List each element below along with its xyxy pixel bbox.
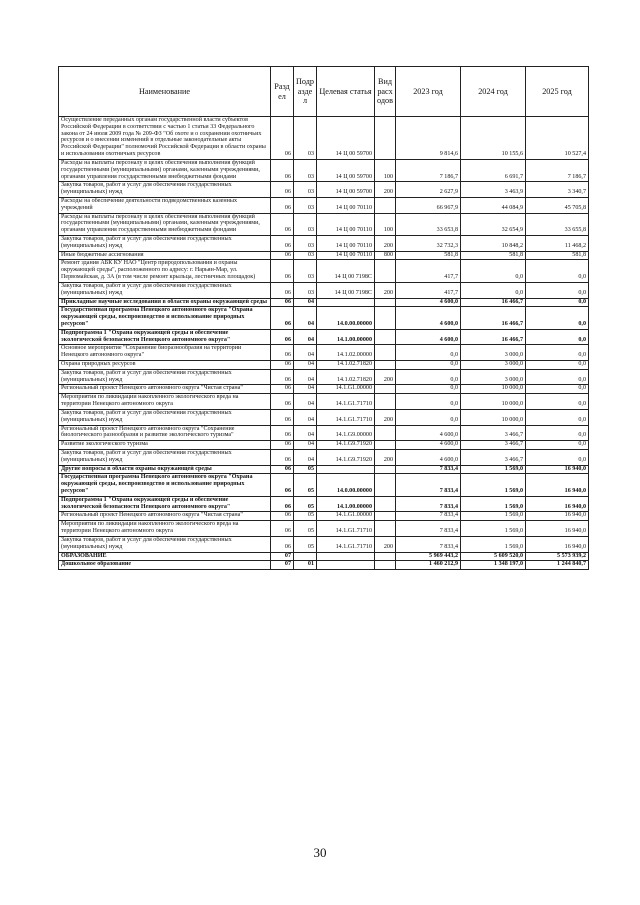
table-row [59, 449, 589, 465]
row-amount-2025: 10 527,4 [526, 117, 589, 160]
row-amount-2024: 3 463,9 [461, 182, 526, 198]
row-amount-2023: 33 653,8 [396, 213, 461, 235]
row-podrazdel: 04 [294, 441, 317, 450]
table-row [59, 213, 589, 235]
row-razdel: 06 [271, 369, 294, 385]
table-row [59, 298, 589, 307]
row-target-article: 14 Ц 00 59700 [317, 182, 375, 198]
table-row [59, 260, 589, 282]
row-amount-2025: 0,0 [526, 282, 589, 298]
row-podrazdel: 05 [294, 474, 317, 496]
header-2024: 2024 год [461, 67, 526, 117]
table-row [59, 425, 589, 441]
row-podrazdel: 04 [294, 369, 317, 385]
row-amount-2024: 44 084,9 [461, 197, 526, 213]
row-name: Развитие экологического туризма [59, 441, 271, 450]
row-podrazdel: 03 [294, 282, 317, 298]
row-amount-2023: 4 600,0 [396, 307, 461, 329]
row-target-article: 14.1.02.00000 [317, 345, 375, 361]
row-amount-2025: 0,0 [526, 260, 589, 282]
row-amount-2023: 0,0 [396, 409, 461, 425]
row-razdel: 06 [271, 213, 294, 235]
row-amount-2025: 45 705,8 [526, 197, 589, 213]
table-row [59, 282, 589, 298]
row-name: Закупка товаров, работ и услуг для обеспечения государственных (муниципальных) нужд [59, 282, 271, 298]
row-podrazdel: 04 [294, 409, 317, 425]
row-amount-2025: 16 940,0 [526, 465, 589, 474]
row-amount-2025: 0,0 [526, 345, 589, 361]
table-row [59, 182, 589, 198]
row-amount-2023: 2 627,9 [396, 182, 461, 198]
row-podrazdel: 04 [294, 307, 317, 329]
row-amount-2025: 16 940,0 [526, 474, 589, 496]
table-row [59, 496, 589, 512]
row-target-article: 14.1.02.71820 [317, 369, 375, 385]
row-name: Закупка товаров, работ и услуг для обеспечения государственных (муниципальных) нужд [59, 536, 271, 552]
table-row [59, 236, 589, 252]
row-razdel: 06 [271, 117, 294, 160]
header-target-article: Целевая статья [317, 67, 375, 117]
row-razdel: 06 [271, 496, 294, 512]
row-podrazdel: 05 [294, 496, 317, 512]
row-name: Закупка товаров, работ и услуг для обеспечения государственных (муниципальных) нужд [59, 449, 271, 465]
row-name: Закупка товаров, работ и услуг для обеспечения государственных (муниципальных) нужд [59, 182, 271, 198]
row-amount-2023: 0,0 [396, 361, 461, 370]
row-amount-2025: 0,0 [526, 409, 589, 425]
row-podrazdel: 04 [294, 385, 317, 394]
row-name: Другие вопросы в области охраны окружающей среды [59, 465, 271, 474]
row-name: Ремонт здания АБК КУ НАО "Центр природопользования и охраны окружающей среды", расположенного по адресу: г. Нарьян-Мар, ул. Первомайская, д. 3А (в том числе ремонт крыльца, лестничных площадок) [59, 260, 271, 282]
row-podrazdel: 03 [294, 117, 317, 160]
row-amount-2024: 3 466,7 [461, 441, 526, 450]
row-amount-2024: 3 466,7 [461, 425, 526, 441]
row-amount-2023: 7 833,4 [396, 496, 461, 512]
row-name: Подпрограмма 1 "Охрана окружающей среды и обеспечение экологической безопасности Ненецкого автономного округа" [59, 496, 271, 512]
row-target-article: 14.1.G1.00000 [317, 385, 375, 394]
row-amount-2024: 1 569,0 [461, 465, 526, 474]
row-podrazdel: 05 [294, 521, 317, 537]
row-razdel: 06 [271, 345, 294, 361]
row-amount-2023: 0,0 [396, 345, 461, 361]
row-expense-type [375, 552, 396, 561]
row-expense-type: 800 [375, 251, 396, 260]
row-podrazdel: 03 [294, 197, 317, 213]
row-razdel: 07 [271, 561, 294, 570]
row-expense-type: 100 [375, 213, 396, 235]
row-name: Мероприятия по ликвидации накопленного экологического вреда на территории Ненецкого автономного округа [59, 521, 271, 537]
row-podrazdel: 04 [294, 449, 317, 465]
row-amount-2023: 7 833,4 [396, 474, 461, 496]
row-podrazdel: 05 [294, 512, 317, 521]
row-amount-2025: 16 940,0 [526, 536, 589, 552]
row-expense-type: 200 [375, 182, 396, 198]
row-amount-2024: 16 466,7 [461, 307, 526, 329]
row-podrazdel [294, 552, 317, 561]
row-target-article: 14 Ц 00 7198С [317, 260, 375, 282]
row-razdel: 06 [271, 409, 294, 425]
row-amount-2025: 7 186,7 [526, 159, 589, 181]
row-name: Государственная программа Ненецкого автономного округа "Охрана окружающей среды, воспроизводство и использование природных ресурсов" [59, 474, 271, 496]
row-target-article: 14.1.00.00000 [317, 496, 375, 512]
table-row [59, 369, 589, 385]
row-amount-2025: 0,0 [526, 449, 589, 465]
row-amount-2025: 0,0 [526, 441, 589, 450]
row-amount-2024: 1 569,0 [461, 512, 526, 521]
row-amount-2023: 7 833,4 [396, 512, 461, 521]
row-expense-type [375, 197, 396, 213]
row-target-article: 14 Ц 00 59700 [317, 159, 375, 181]
row-amount-2024: 1 569,0 [461, 496, 526, 512]
row-name: Дошкольное образование [59, 561, 271, 570]
row-razdel: 06 [271, 329, 294, 345]
row-target-article: 14.1.G9.71920 [317, 441, 375, 450]
row-podrazdel: 03 [294, 159, 317, 181]
row-razdel: 06 [271, 385, 294, 394]
row-amount-2023: 4 600,0 [396, 298, 461, 307]
row-amount-2025: 0,0 [526, 369, 589, 385]
row-amount-2023: 581,8 [396, 251, 461, 260]
row-name: Охрана природных ресурсов [59, 361, 271, 370]
row-amount-2025: 3 340,7 [526, 182, 589, 198]
row-target-article: 14.1.02.71820 [317, 361, 375, 370]
row-podrazdel: 04 [294, 298, 317, 307]
row-expense-type: 200 [375, 236, 396, 252]
row-amount-2024: 10 000,0 [461, 394, 526, 410]
row-amount-2025: 0,0 [526, 394, 589, 410]
row-amount-2023: 7 833,4 [396, 536, 461, 552]
row-razdel: 06 [271, 465, 294, 474]
budget-sheet [58, 66, 588, 570]
row-name: Закупка товаров, работ и услуг для обеспечения государственных (муниципальных) нужд [59, 409, 271, 425]
row-name: Осуществление переданных органам государственной власти субъектов Российской Федерации в соответствии с частью 1 статьи 33 Федерального закона от 24 июля 2009 года № 209-ФЗ "Об охоте и о сохранении охотничьих ресурсов и о внесении изменений в отдельные законодательные акты Российской Федерации" полномочий Российской Федерации в области охраны и использования охотничьих ресурсов [59, 117, 271, 160]
table-row [59, 512, 589, 521]
row-name: Расходы на выплаты персоналу в целях обеспечения выполнения функций государственными (муниципальными) органами, казенными учреждениями, органами управления государственными внебюджетными фондами [59, 213, 271, 235]
row-amount-2023: 66 967,9 [396, 197, 461, 213]
row-podrazdel: 04 [294, 425, 317, 441]
row-podrazdel: 04 [294, 329, 317, 345]
row-razdel: 06 [271, 521, 294, 537]
row-target-article: 14 Ц 00 59700 [317, 117, 375, 160]
row-name: Региональный проект Ненецкого автономного округа "Чистая страна" [59, 385, 271, 394]
row-target-article: 14.1.G1.71710 [317, 521, 375, 537]
row-name: Закупка товаров, работ и услуг для обеспечения государственных (муниципальных) нужд [59, 236, 271, 252]
row-podrazdel: 03 [294, 213, 317, 235]
row-amount-2025: 0,0 [526, 425, 589, 441]
row-amount-2025: 581,8 [526, 251, 589, 260]
row-amount-2024: 1 348 197,0 [461, 561, 526, 570]
table-row [59, 361, 589, 370]
row-expense-type [375, 345, 396, 361]
row-target-article: 14.1.G9.00000 [317, 425, 375, 441]
row-amount-2024: 3 000,0 [461, 345, 526, 361]
row-podrazdel: 01 [294, 561, 317, 570]
row-amount-2023: 4 600,0 [396, 449, 461, 465]
row-expense-type [375, 496, 396, 512]
table-row [59, 307, 589, 329]
row-name: Подпрограмма 1 "Охрана окружающей среды и обеспечение экологической безопасности Ненецкого автономного округа" [59, 329, 271, 345]
row-expense-type: 200 [375, 369, 396, 385]
budget-table [58, 66, 589, 570]
row-podrazdel: 03 [294, 236, 317, 252]
row-name: Основное мероприятие "Сохранение биоразнообразия на территории Ненецкого автономного округа" [59, 345, 271, 361]
row-podrazdel: 03 [294, 260, 317, 282]
table-row [59, 329, 589, 345]
row-target-article: 14 Ц 00 7198С [317, 282, 375, 298]
row-expense-type [375, 329, 396, 345]
row-amount-2024: 5 609 520,0 [461, 552, 526, 561]
row-name: Прикладные научные исследования в области охраны окружающей среды [59, 298, 271, 307]
row-name: Региональный проект Ненецкого автономного округа "Чистая страна" [59, 512, 271, 521]
row-expense-type [375, 561, 396, 570]
header-2023: 2023 год [396, 67, 461, 117]
row-amount-2023: 4 600,0 [396, 425, 461, 441]
row-target-article: 14 Ц 00 70110 [317, 251, 375, 260]
row-razdel: 06 [271, 236, 294, 252]
row-target-article [317, 552, 375, 561]
row-razdel: 06 [271, 536, 294, 552]
row-target-article [317, 561, 375, 570]
row-razdel: 06 [271, 441, 294, 450]
row-amount-2023: 4 600,0 [396, 441, 461, 450]
row-amount-2025: 1 244 840,7 [526, 561, 589, 570]
row-podrazdel: 05 [294, 465, 317, 474]
table-row [59, 394, 589, 410]
row-amount-2024: 1 569,0 [461, 521, 526, 537]
row-amount-2023: 417,7 [396, 282, 461, 298]
row-amount-2025: 5 573 939,2 [526, 552, 589, 561]
row-podrazdel: 03 [294, 251, 317, 260]
table-row [59, 561, 589, 570]
row-name: Государственная программа Ненецкого автономного округа "Охрана окружающей среды, воспроизводство и использование природных ресурсов" [59, 307, 271, 329]
table-row [59, 465, 589, 474]
row-amount-2024: 0,0 [461, 282, 526, 298]
row-expense-type [375, 521, 396, 537]
row-amount-2023: 417,7 [396, 260, 461, 282]
row-amount-2023: 4 600,0 [396, 329, 461, 345]
table-row [59, 385, 589, 394]
row-amount-2025: 0,0 [526, 307, 589, 329]
header-name: Наименование [59, 67, 271, 117]
table-row [59, 441, 589, 450]
header-2025: 2025 год [526, 67, 589, 117]
row-amount-2025: 33 655,8 [526, 213, 589, 235]
row-amount-2023: 5 969 443,2 [396, 552, 461, 561]
row-expense-type [375, 298, 396, 307]
row-target-article [317, 298, 375, 307]
row-expense-type [375, 394, 396, 410]
row-target-article: 14.1.G1.71710 [317, 394, 375, 410]
row-podrazdel: 05 [294, 536, 317, 552]
row-amount-2024: 16 466,7 [461, 329, 526, 345]
row-razdel: 06 [271, 512, 294, 521]
table-header-row [59, 67, 589, 117]
row-razdel: 06 [271, 197, 294, 213]
row-expense-type [375, 465, 396, 474]
row-razdel: 06 [271, 282, 294, 298]
row-razdel: 06 [271, 251, 294, 260]
row-amount-2025: 16 940,0 [526, 512, 589, 521]
row-expense-type [375, 117, 396, 160]
row-podrazdel: 03 [294, 182, 317, 198]
row-amount-2023: 1 460 212,9 [396, 561, 461, 570]
row-amount-2023: 0,0 [396, 394, 461, 410]
row-podrazdel: 04 [294, 345, 317, 361]
row-amount-2024: 32 654,9 [461, 213, 526, 235]
row-amount-2024: 1 569,0 [461, 536, 526, 552]
row-amount-2025: 0,0 [526, 329, 589, 345]
table-row [59, 521, 589, 537]
row-amount-2024: 3 466,7 [461, 449, 526, 465]
table-row [59, 159, 589, 181]
row-amount-2024: 3 000,0 [461, 361, 526, 370]
row-expense-type [375, 512, 396, 521]
header-podrazdel: Подр азде л [294, 67, 317, 117]
row-amount-2024: 10 848,2 [461, 236, 526, 252]
header-razdel: Разд ел [271, 67, 294, 117]
row-razdel: 06 [271, 182, 294, 198]
row-name: Мероприятия по ликвидации накопленного экологического вреда на территории Ненецкого автономного округа [59, 394, 271, 410]
row-razdel: 06 [271, 449, 294, 465]
row-razdel: 06 [271, 361, 294, 370]
row-amount-2023: 7 833,4 [396, 521, 461, 537]
row-podrazdel: 04 [294, 394, 317, 410]
row-amount-2025: 0,0 [526, 385, 589, 394]
row-name: Региональный проект Ненецкого автономного округа "Сохранение биологического разнообразия и развитие экологического туризма" [59, 425, 271, 441]
row-expense-type: 100 [375, 159, 396, 181]
row-razdel: 06 [271, 298, 294, 307]
row-target-article: 14.1.G1.00000 [317, 512, 375, 521]
row-amount-2023: 0,0 [396, 369, 461, 385]
table-row [59, 409, 589, 425]
row-expense-type [375, 260, 396, 282]
header-expense-type: Вид расх одов [375, 67, 396, 117]
table-row [59, 345, 589, 361]
row-amount-2025: 0,0 [526, 361, 589, 370]
row-razdel: 06 [271, 394, 294, 410]
row-razdel: 06 [271, 159, 294, 181]
row-razdel: 06 [271, 307, 294, 329]
row-razdel: 06 [271, 425, 294, 441]
row-expense-type [375, 425, 396, 441]
row-expense-type [375, 385, 396, 394]
row-name: ОБРАЗОВАНИЕ [59, 552, 271, 561]
row-razdel: 06 [271, 260, 294, 282]
row-name: Иные бюджетные ассигнования [59, 251, 271, 260]
row-target-article: 14.1.G1.71710 [317, 536, 375, 552]
row-amount-2025: 16 940,0 [526, 496, 589, 512]
row-amount-2024: 581,8 [461, 251, 526, 260]
row-target-article [317, 465, 375, 474]
row-target-article: 14.0.00.00000 [317, 307, 375, 329]
page-number: 30 [313, 845, 327, 860]
row-amount-2023: 32 732,3 [396, 236, 461, 252]
table-row [59, 197, 589, 213]
row-amount-2024: 16 466,7 [461, 298, 526, 307]
row-expense-type: 200 [375, 282, 396, 298]
row-amount-2024: 10 155,6 [461, 117, 526, 160]
row-amount-2023: 7 833,4 [396, 465, 461, 474]
row-target-article: 14.1.G1.71710 [317, 409, 375, 425]
row-target-article: 14.1.00.00000 [317, 329, 375, 345]
row-expense-type [375, 441, 396, 450]
table-row [59, 536, 589, 552]
row-amount-2023: 0,0 [396, 385, 461, 394]
row-expense-type: 200 [375, 449, 396, 465]
row-amount-2024: 0,0 [461, 260, 526, 282]
row-razdel: 07 [271, 552, 294, 561]
table-row [59, 251, 589, 260]
row-razdel: 06 [271, 474, 294, 496]
table-row [59, 474, 589, 496]
row-expense-type [375, 361, 396, 370]
row-expense-type [375, 474, 396, 496]
row-amount-2024: 1 569,0 [461, 474, 526, 496]
row-expense-type: 200 [375, 409, 396, 425]
row-amount-2025: 11 468,2 [526, 236, 589, 252]
row-amount-2024: 10 000,0 [461, 385, 526, 394]
row-amount-2024: 3 000,0 [461, 369, 526, 385]
row-name: Расходы на выплаты персоналу в целях обеспечения выполнения функций государственными (муниципальными) органами, казенными учреждениями, органами управления государственными внебюджетными фондами [59, 159, 271, 181]
table-row [59, 552, 589, 561]
row-target-article: 14 Ц 00 70110 [317, 213, 375, 235]
row-amount-2025: 0,0 [526, 298, 589, 307]
row-name: Закупка товаров, работ и услуг для обеспечения государственных (муниципальных) нужд [59, 369, 271, 385]
row-amount-2024: 6 691,7 [461, 159, 526, 181]
row-target-article: 14.1.G9.71920 [317, 449, 375, 465]
table-body [59, 117, 589, 570]
row-expense-type [375, 307, 396, 329]
row-name: Расходы на обеспечение деятельности подведомственных казенных учреждений [59, 197, 271, 213]
row-podrazdel: 04 [294, 361, 317, 370]
row-target-article: 14 Ц 00 70110 [317, 236, 375, 252]
table-row [59, 117, 589, 160]
row-expense-type: 200 [375, 536, 396, 552]
row-amount-2024: 10 000,0 [461, 409, 526, 425]
row-target-article: 14 Ц 00 70110 [317, 197, 375, 213]
row-amount-2025: 16 940,0 [526, 521, 589, 537]
row-amount-2023: 7 186,7 [396, 159, 461, 181]
row-target-article: 14.0.00.00000 [317, 474, 375, 496]
row-amount-2023: 9 814,6 [396, 117, 461, 160]
